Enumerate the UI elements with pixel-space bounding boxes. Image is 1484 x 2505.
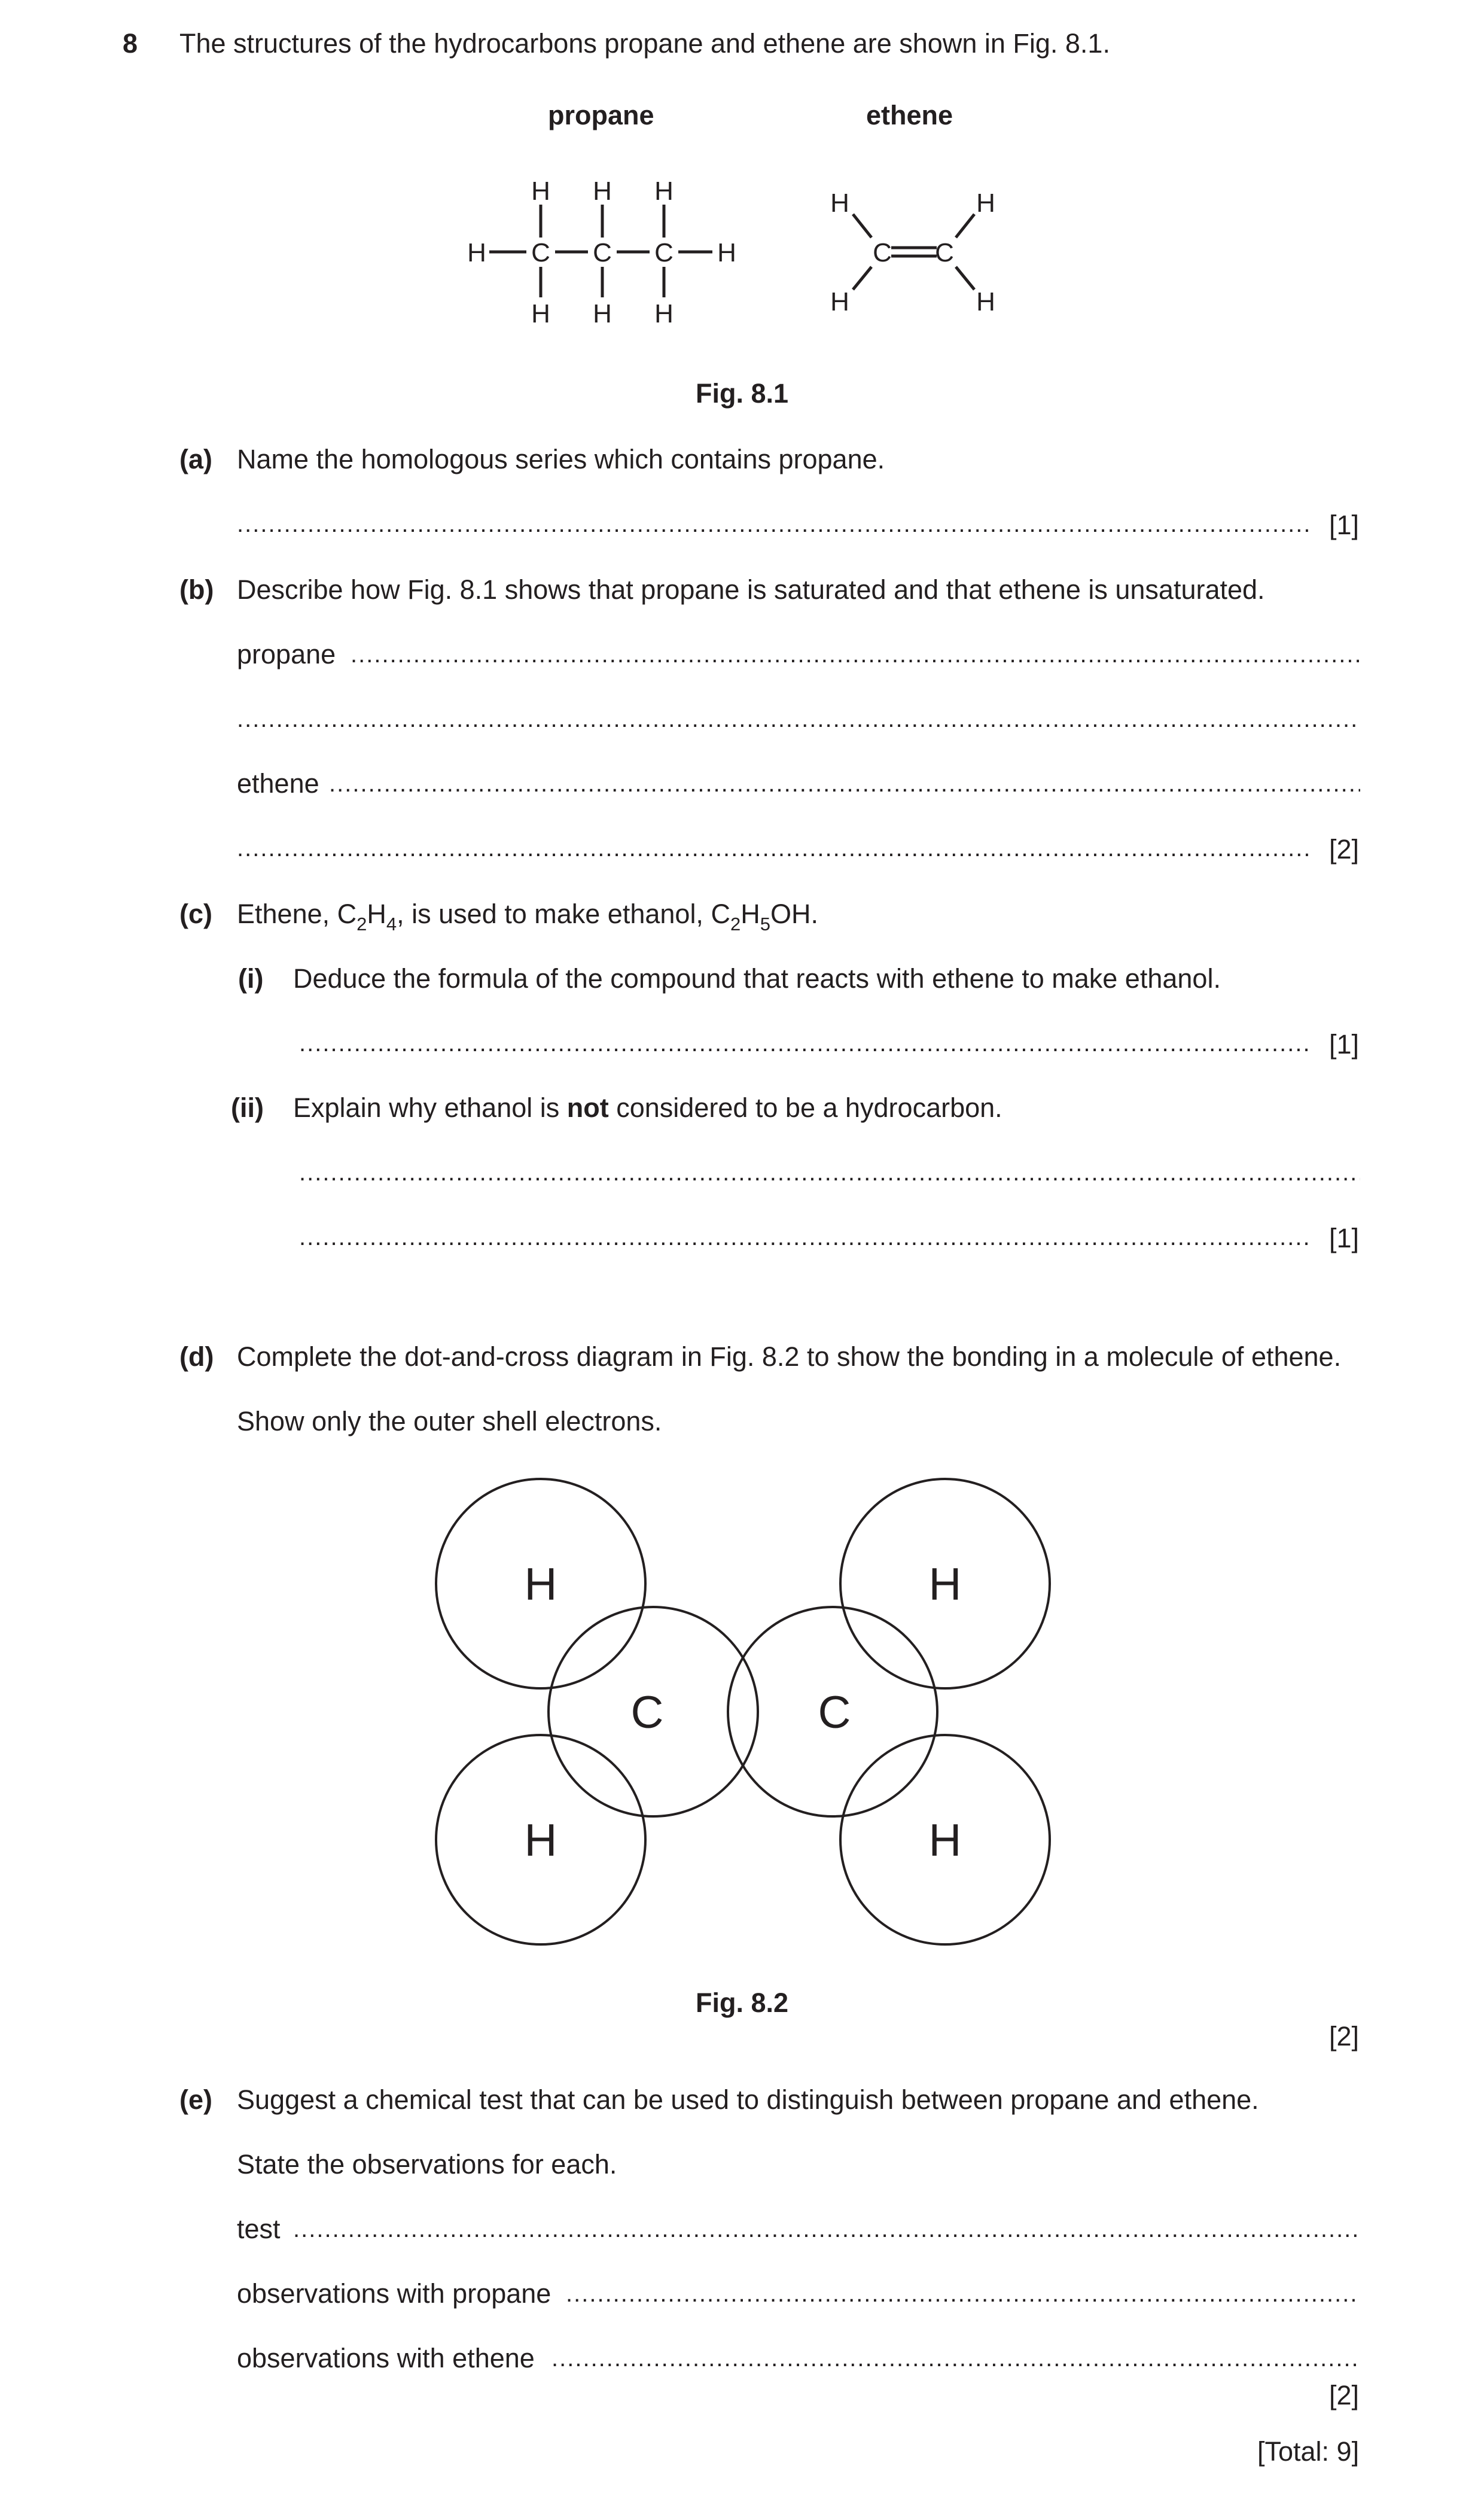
part-d-text: Complete the dot-and-cross diagram in Fig. 8.2 to show the bonding in a molecule of ethene. (237, 1341, 1342, 1372)
part-a-text: Name the homologous series which contains propane. (237, 444, 885, 474)
part-d-label: (d) (179, 1341, 214, 1372)
answer-line-c-i[interactable] (299, 1027, 1312, 1060)
atom-h: H (654, 176, 674, 206)
atom-h: H (524, 1559, 557, 1610)
part-c-ii-label: (ii) (231, 1092, 264, 1123)
question-intro: The structures of the hydrocarbons propane and ethene are shown in Fig. 8.1. (179, 28, 1110, 59)
part-d-text-2: Show only the outer shell electrons. (237, 1406, 662, 1436)
atom-h: H (830, 287, 849, 316)
total-marks: [Total: 9] (1257, 2436, 1360, 2467)
atom-h: H (928, 1815, 962, 1866)
answer-line-c-ii-2[interactable] (299, 1220, 1312, 1254)
answer-line-b-propane-2[interactable] (237, 702, 1360, 736)
propane-answer-label: propane (237, 639, 336, 669)
atom-h: H (531, 176, 550, 206)
atom-c: C (630, 1687, 664, 1738)
fig-8-2-caption: Fig. 8.2 (696, 1987, 789, 2018)
ethene-label: ethene (866, 100, 953, 130)
atom-c: C (593, 238, 612, 267)
answer-line-a[interactable] (237, 507, 1312, 541)
obs-propane-label: observations with propane (237, 2278, 551, 2309)
part-c-ii-marks: [1] (1329, 1223, 1360, 1253)
atom-h: H (531, 299, 550, 328)
part-a-label: (a) (179, 444, 212, 474)
part-a-marks: [1] (1329, 510, 1360, 540)
atom-h: H (976, 188, 995, 218)
answer-line-e-ethene[interactable] (551, 2342, 1360, 2375)
ethene-atoms (830, 188, 995, 316)
answer-line-b-ethene-2[interactable] (237, 832, 1312, 865)
atom-c: C (873, 238, 892, 267)
propane-label: propane (548, 100, 654, 130)
part-b-text: Describe how Fig. 8.1 shows that propane is saturated and that ethene is unsaturated. (237, 574, 1265, 605)
atom-h: H (593, 299, 612, 328)
part-c-i-marks: [1] (1329, 1029, 1360, 1060)
dot-and-cross-atoms (525, 1559, 962, 1866)
part-d-marks: [2] (1329, 2021, 1360, 2052)
part-e-text-2: State the observations for each. (237, 2149, 617, 2180)
answer-line-b-propane[interactable] (351, 638, 1360, 671)
dot-and-cross-diagram (436, 1479, 1050, 1944)
atom-h: H (928, 1559, 962, 1610)
part-c-ii-text: Explain why ethanol is not considered to be a hydrocarbon. (293, 1092, 1002, 1123)
atom-c: C (818, 1687, 851, 1738)
ethene-structure (853, 214, 974, 290)
atom-h: H (467, 238, 486, 267)
question-number: 8 (123, 28, 138, 59)
atom-c: C (654, 238, 674, 267)
answer-line-b-ethene[interactable] (329, 767, 1360, 800)
answer-line-c-ii[interactable] (299, 1156, 1360, 1189)
obs-ethene-label: observations with ethene (237, 2343, 535, 2373)
atom-h: H (593, 176, 612, 206)
atom-h: H (524, 1815, 557, 1866)
part-b-marks: [2] (1329, 834, 1360, 865)
part-e-label: (e) (179, 2084, 212, 2115)
atom-h: H (654, 299, 674, 328)
part-c-i-text: Deduce the formula of the compound that reacts with ethene to make ethanol. (293, 963, 1221, 994)
ethene-answer-label: ethene (237, 768, 319, 799)
test-label: test (237, 2214, 281, 2244)
part-c-text: Ethene, $C_2H_4$, is used to make ethanol, $C_2H_5OH$. (237, 899, 818, 935)
atom-c: C (935, 238, 954, 267)
part-c-i-label: (i) (238, 963, 264, 994)
atom-h: H (976, 287, 995, 316)
fig-8-1-caption: Fig. 8.1 (696, 378, 789, 409)
part-e-marks: [2] (1329, 2380, 1360, 2410)
part-b-label: (b) (179, 574, 214, 605)
atom-h: H (830, 188, 849, 218)
atom-h: H (717, 238, 736, 267)
answer-line-e-propane[interactable] (566, 2277, 1360, 2311)
part-e-text: Suggest a chemical test that can be used to distinguish between propane and ethene. (237, 2084, 1259, 2115)
atom-c: C (531, 238, 550, 267)
part-c-label: (c) (179, 899, 212, 929)
answer-line-e-test[interactable] (293, 2212, 1360, 2246)
